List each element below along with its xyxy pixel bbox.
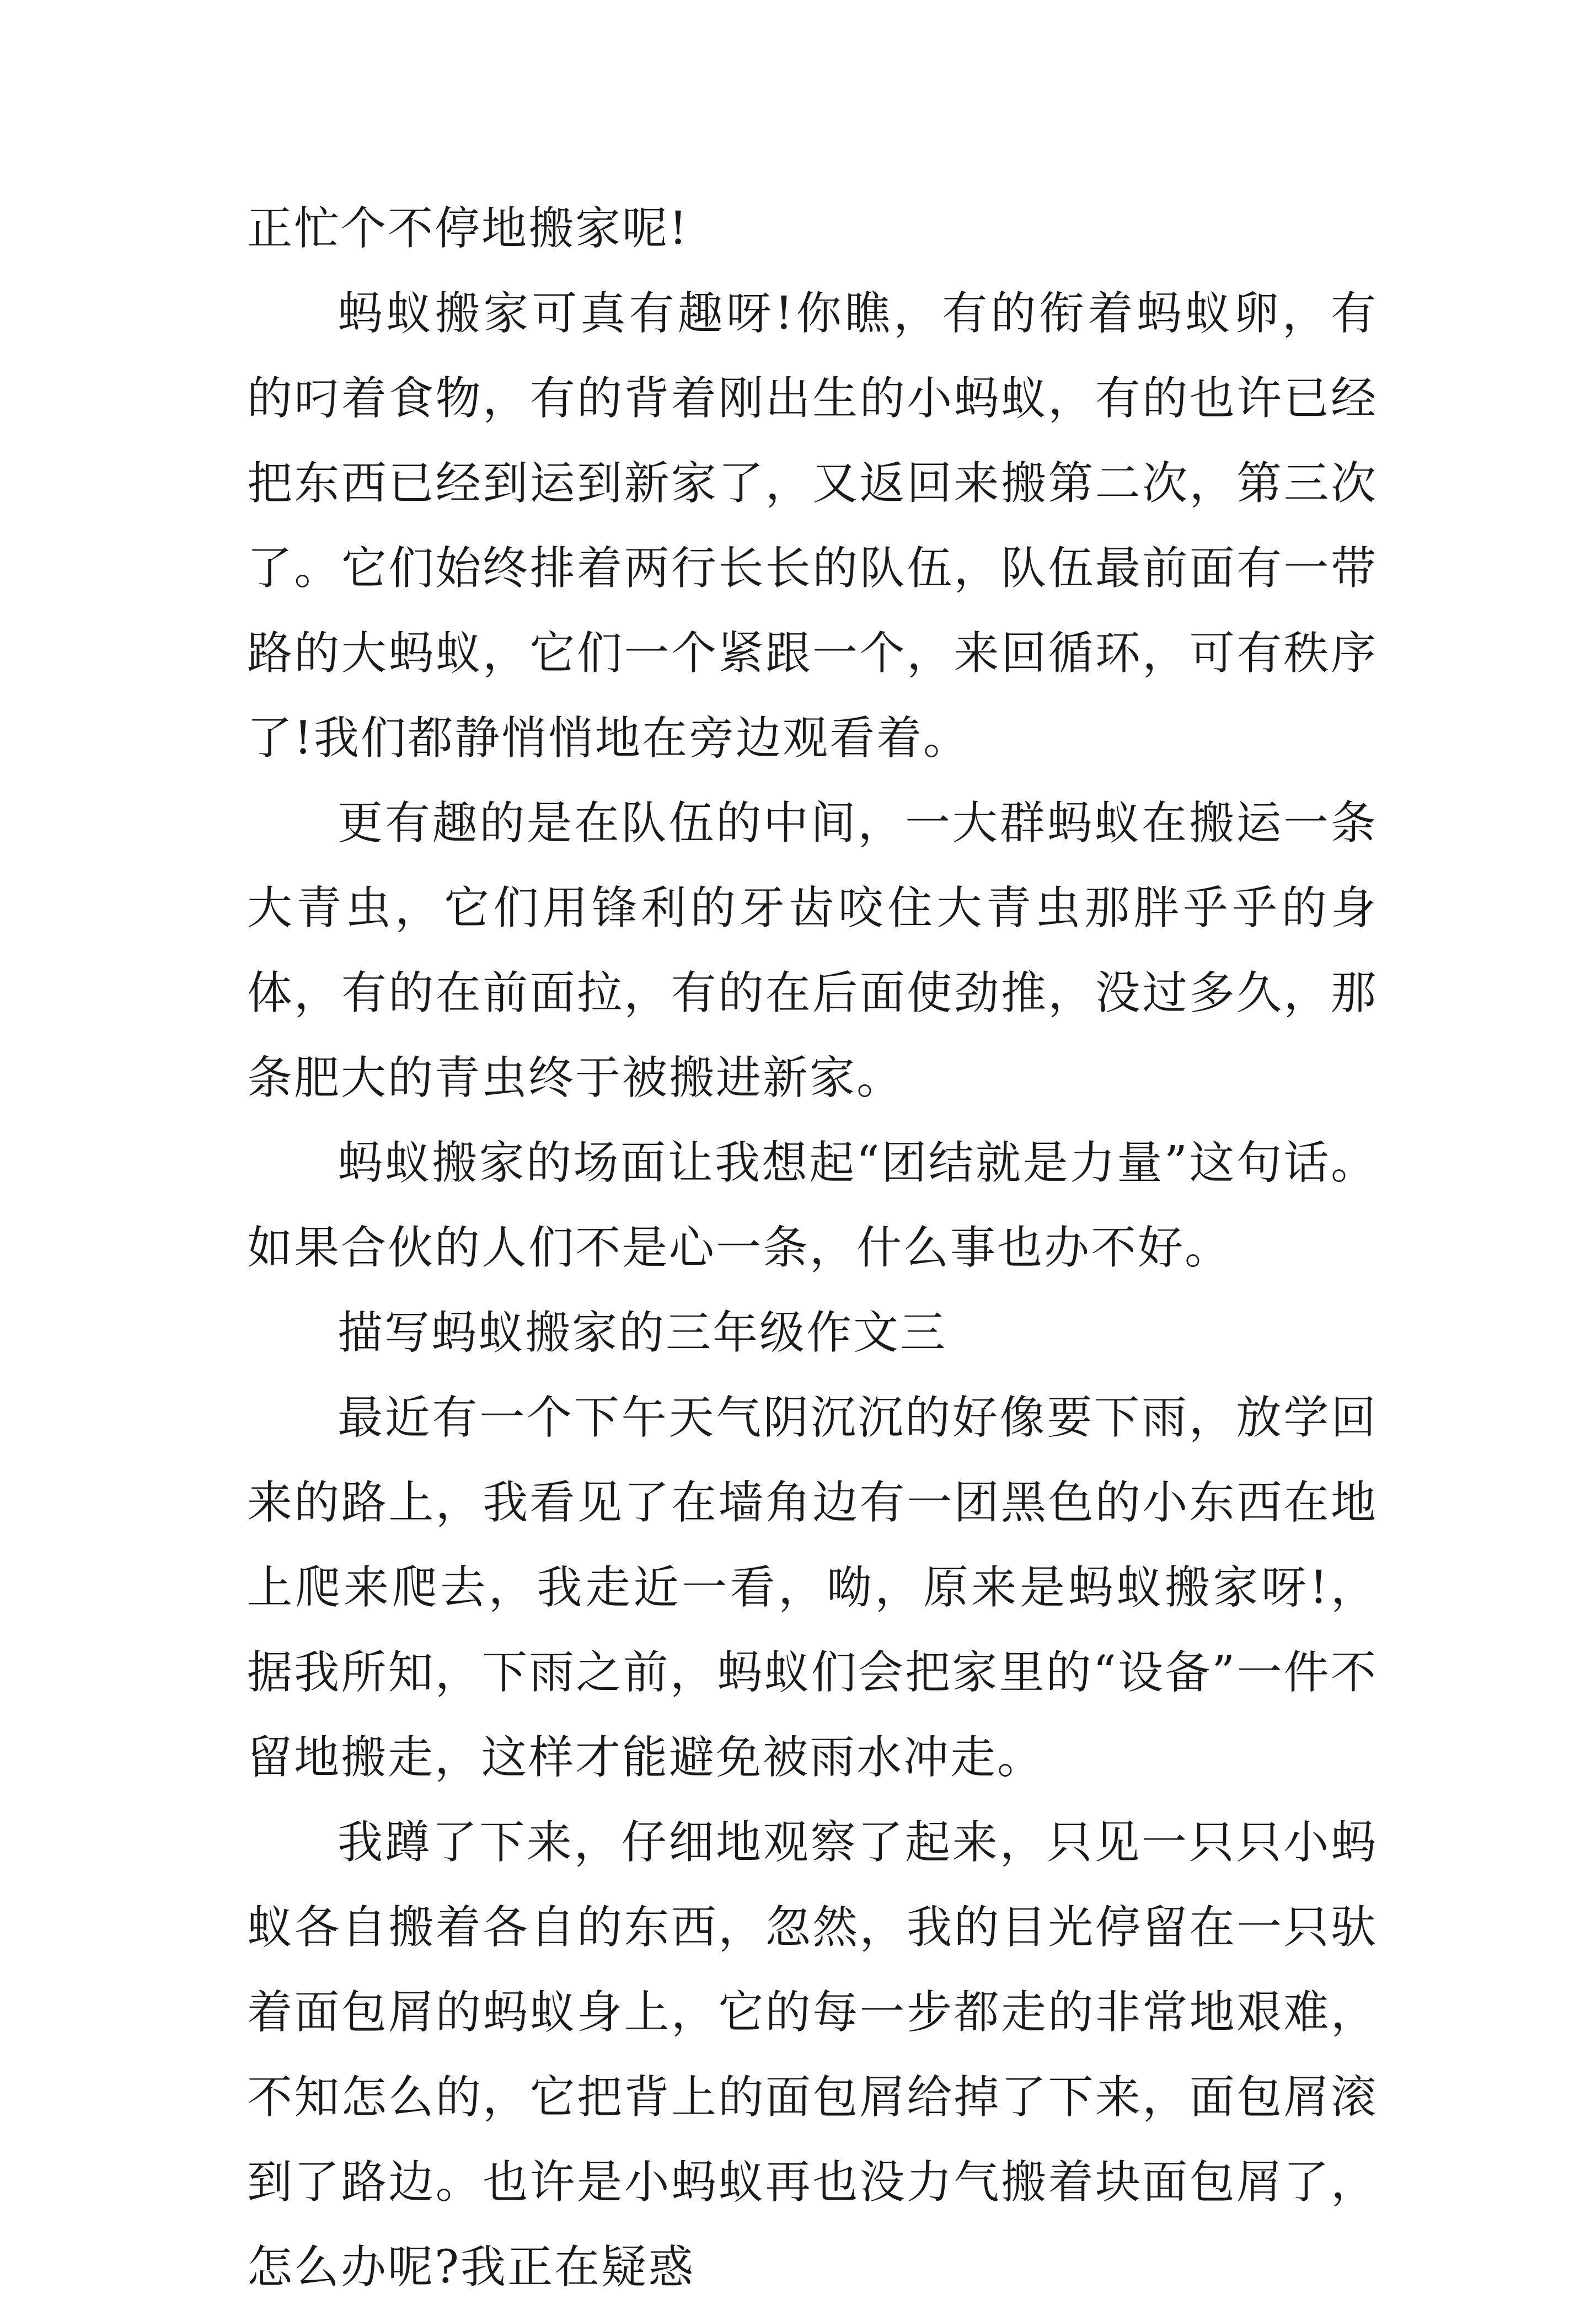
paragraph-6: 我蹲了下来，仔细地观察了起来，只见一只只小蚂蚁各自搬着各自的东西，忽然，我的目光停留在一只驮着面包屑的蚂蚁身上，它的每一步都走的非常地艰难，不知怎么的，它把背上的面包屑给掉了下来，面包屑滚到了路边。也许是小蚂蚁再也没力气搬着块面包屑了，怎么办呢?我正在疑惑 — [247, 1816, 1378, 2293]
section-heading: 描写蚂蚁搬家的三年级作文三 — [338, 1307, 947, 1359]
paragraph-1: 正忙个不停地搬家呢! — [247, 202, 689, 255]
paragraph-4: 蚂蚁搬家的场面让我想起“团结就是力量”这句话。如果合伙的人们不是心一条，什么事也办不好。 — [247, 1137, 1378, 1274]
paragraph-5: 最近有一个下午天气阴沉沉的好像要下雨，放学回来的路上，我看见了在墙角边有一团黑色的小东西在地上爬来爬去，我走近一看，呦，原来是蚂蚁搬家呀!，据我所知，下雨之前，蚂蚁们会把家里的“设备”一件不留地搬走，这样才能避免被雨水冲走。 — [247, 1392, 1378, 1784]
paragraph-3: 更有趣的是在队伍的中间，一大群蚂蚁在搬运一条大青虫，它们用锋利的牙齿咬住大青虫那胖乎乎的身体，有的在前面拉，有的在后面使劲推，没过多久，那条肥大的青虫终于被搬进新家。 — [247, 797, 1378, 1104]
document-body — [247, 186, 1378, 2310]
paragraph-2: 蚂蚁搬家可真有趣呀!你瞧，有的衔着蚂蚁卵，有的叼着食物，有的背着刚出生的小蚂蚁，有的也许已经把东西已经到运到新家了，又返回来搬第二次，第三次了。它们始终排着两行长长的队伍，队伍最前面有一带路的大蚂蚁，它们一个紧跟一个，来回循环，可有秩序了!我们都静悄悄地在旁边观看着。 — [247, 287, 1378, 764]
